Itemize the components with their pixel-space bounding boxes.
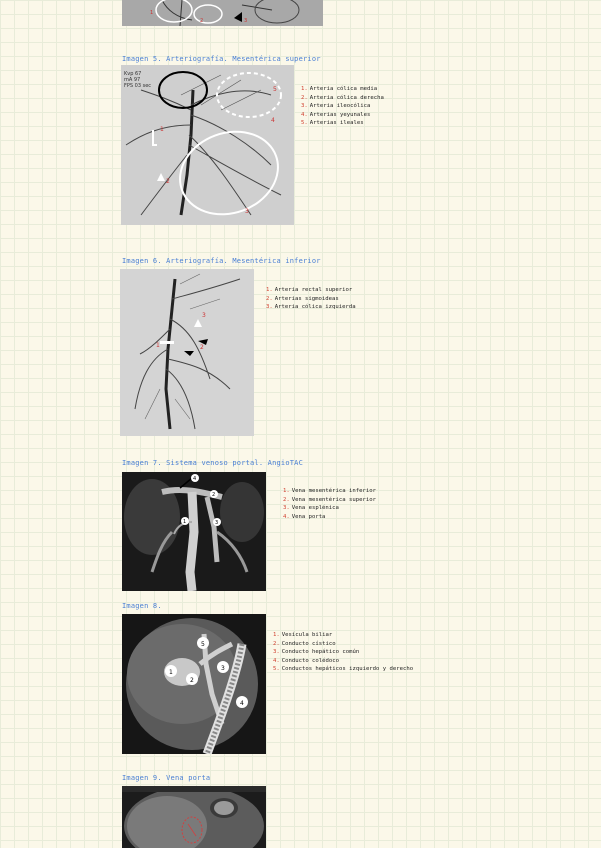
legend-item: 4. Vena porta bbox=[283, 513, 326, 520]
image-label: 1 bbox=[156, 342, 160, 349]
image-label: 2 bbox=[212, 492, 216, 498]
image-label: 1 bbox=[160, 126, 164, 133]
svg-text:FPS 03 sec: FPS 03 sec bbox=[124, 83, 152, 89]
image-label: 5 bbox=[273, 86, 277, 93]
svg-text:Kvp 67: Kvp 67 bbox=[124, 71, 142, 77]
legend-imagen-7 bbox=[283, 487, 376, 521]
image-label: 4 bbox=[240, 700, 244, 707]
arteriography-superior-mesenteric-image bbox=[121, 65, 294, 225]
svg-text:mA 97: mA 97 bbox=[124, 77, 141, 83]
section-heading-imagen-8: Imagen 8. bbox=[122, 602, 162, 610]
legend-item: 4. Arterias yeyunales bbox=[301, 111, 371, 118]
svg-text:2: 2 bbox=[200, 18, 204, 24]
image-label: 2 bbox=[190, 677, 194, 684]
section-heading-imagen-5: Imagen 5. Arteriografía. Mesentérica superior bbox=[122, 55, 321, 63]
legend-item: 5. Conductos hepáticos izquierdo y derecho bbox=[273, 666, 414, 673]
legend-imagen-6 bbox=[266, 286, 356, 312]
legend-item: 3. Arteria cólica izquierda bbox=[266, 304, 356, 311]
image-label: 4 bbox=[193, 476, 197, 482]
image-label: 3 bbox=[202, 312, 206, 319]
image-label: 2 bbox=[166, 178, 170, 185]
section-heading-imagen-7: Imagen 7. Sistema venoso portal. AngioTAC bbox=[122, 459, 303, 467]
image-label: 5 bbox=[201, 641, 205, 648]
image-label: 1 bbox=[183, 519, 187, 525]
image-label: 2 bbox=[200, 344, 204, 351]
legend-item: 4. Conducto colédoco bbox=[273, 657, 340, 664]
legend-item: 1. Vesícula biliar bbox=[273, 632, 333, 638]
legend-item: 2. Arterias sigmoideas bbox=[266, 295, 339, 302]
legend-imagen-5 bbox=[301, 85, 384, 128]
legend-item: 2. Vena mesentérica superior bbox=[283, 496, 376, 503]
top-partial-image bbox=[122, 0, 323, 26]
legend-item: 3. Arteria ileocólica bbox=[301, 103, 371, 110]
legend-item: 2. Conducto cístico bbox=[273, 640, 336, 647]
biliary-tract-image bbox=[122, 614, 266, 754]
legend-item: 3. Conducto hepático común bbox=[273, 649, 360, 656]
image-label: 1 bbox=[169, 669, 173, 676]
image-label: 4 bbox=[271, 117, 275, 124]
section-heading-imagen-9: Imagen 9. Vena porta bbox=[122, 774, 211, 782]
legend-item: 1. Arteria cólica media bbox=[301, 86, 378, 92]
legend-item: 1. Arteria rectal superior bbox=[266, 287, 353, 293]
svg-text:3: 3 bbox=[244, 18, 248, 24]
arteriography-inferior-mesenteric-image bbox=[120, 269, 254, 436]
legend-imagen-8 bbox=[273, 631, 413, 674]
legend-item: 1. Vena mesentérica inferior bbox=[283, 488, 376, 494]
portal-vein-ct-image bbox=[122, 786, 266, 848]
portal-venous-angiotac-image bbox=[122, 472, 266, 591]
legend-item: 3. Vena esplénica bbox=[283, 505, 339, 512]
image-label: 3 bbox=[245, 208, 249, 215]
legend-item: 2. Arteria cólica derecha bbox=[301, 94, 384, 101]
image-label: 3 bbox=[221, 665, 225, 672]
section-heading-imagen-6: Imagen 6. Arteriografía. Mesentérica inferior bbox=[122, 257, 321, 265]
image-label: 3 bbox=[215, 520, 219, 526]
legend-item: 5. Arterias ileales bbox=[301, 120, 364, 127]
svg-text:1: 1 bbox=[150, 10, 154, 16]
